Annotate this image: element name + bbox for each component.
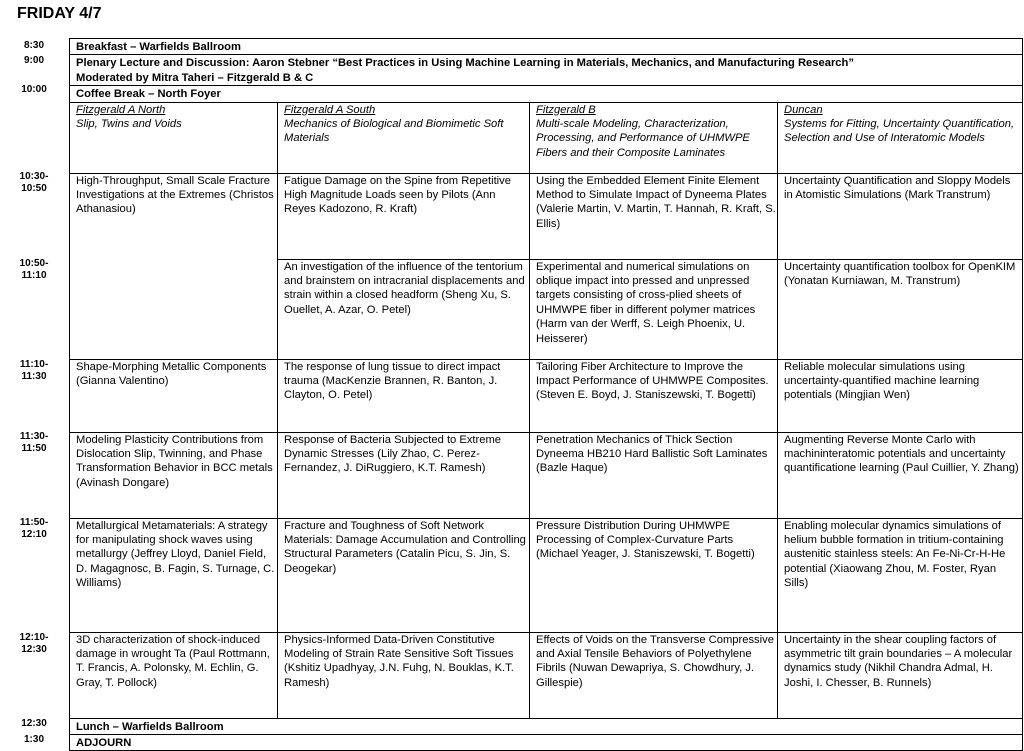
- talk-cell: Response of Bacteria Subjected to Extreme Dynamic Stresses (Lily Zhao, C. Perez-Fernandez, J. DiRuggiero, K.T. Ramesh): [278, 432, 530, 518]
- talk-cell: Fracture and Toughness of Soft Network Materials: Damage Accumulation and Controlling Structural Parameters (Catalin Picu, S. Jin, S. Deogekar): [278, 518, 530, 632]
- talk-cell: Physics-Informed Data-Driven Constitutive Modeling of Strain Rate Sensitive Soft Tissues (Kshitiz Upadhyay, J.N. Fuhg, N. Bouklas, K.T. Ramesh): [278, 632, 530, 718]
- track-room: Fitzgerald A North: [76, 103, 166, 116]
- talk-cell: Shape-Morphing Metallic Components (Gianna Valentino): [70, 359, 278, 432]
- time-label: 10:30- 10:50: [19, 171, 49, 194]
- time-label: 9:00: [23, 55, 44, 66]
- plenary-moderator: Moderated by Mitra Taheri – Fitzgerald B & C: [76, 71, 314, 84]
- plenary-lecture: Plenary Lecture and Discussion: Aaron Stebner “Best Practices in Using Machine Learning in Materials, Mechanics, and Manufacturing Research”: [76, 57, 854, 70]
- track-room: Fitzgerald A South: [284, 103, 376, 116]
- track-header: [278, 102, 530, 173]
- track-header: [530, 102, 778, 173]
- time-label: 12:30: [21, 718, 47, 729]
- adjourn-row: ADJOURN: [70, 735, 1023, 751]
- track-header: [778, 102, 1023, 173]
- track-room: Fitzgerald B: [536, 103, 596, 116]
- talk-cell: Metallurgical Metamaterials: A strategy for manipulating shock waves using metallurgy (Jeffrey Lloyd, Daniel Field, D. Magagnosc, B. Fagin, S. Turnage, C. Williams): [70, 518, 278, 632]
- talk-cell: Using the Embedded Element Finite Element Method to Simulate Impact of Dyneema Plates (Valerie Martin, V. Martin, T. Hannah, R. Kraft, S. Ellis): [530, 173, 778, 259]
- time-label: 11:30- 11:50: [19, 431, 49, 454]
- talk-cell: Uncertainty quantification toolbox for OpenKIM (Yonatan Kurniawan, M. Transtrum): [778, 259, 1023, 359]
- track-topic: Systems for Fitting, Uncertainty Quantification, Selection and Use of Interatomic Models: [784, 118, 1015, 145]
- track-header: [70, 102, 278, 173]
- talk-cell: Reliable molecular simulations using uncertainty-quantified machine learning potentials (Mingjian Wen): [778, 359, 1023, 432]
- time-label: 1:30: [23, 734, 44, 745]
- track-topic: Mechanics of Biological and Biomimetic Soft Materials: [284, 118, 504, 145]
- talk-cell: Enabling molecular dynamics simulations of helium bubble formation in tritium-containing austenitic stainless steels: An Fe-Ni-Cr-H-He potential (Xiaowang Zhou, M. Foster, Ryan Sills): [778, 518, 1023, 632]
- talk-cell: Uncertainty Quantification and Sloppy Models in Atomistic Simulations (Mark Transtrum): [778, 173, 1023, 259]
- talk-cell: Pressure Distribution During UHMWPE Processing of Complex-Curvature Parts (Michael Yeager, J. Staniszewski, T. Bogetti): [530, 518, 778, 632]
- talk-cell: Effects of Voids on the Transverse Compressive and Axial Tensile Behaviors of Polyethylene Fibrils (Nuwan Dewapriya, S. Chowdhury, J. Gillespie): [530, 632, 778, 718]
- talk-cell: Tailoring Fiber Architecture to Improve the Impact Performance of UHMWPE Composites. (Steven E. Boyd, J. Staniszewski, T. Bogetti): [530, 359, 778, 432]
- breakfast-row: Breakfast – Warfields Ballroom: [70, 39, 1023, 55]
- talk-cell: Penetration Mechanics of Thick Section Dyneema HB210 Hard Ballistic Soft Laminates (Bazle Haque): [530, 432, 778, 518]
- track-room: Duncan: [784, 103, 823, 116]
- talk-cell: 3D characterization of shock-induced damage in wrought Ta (Paul Rottmann, T. Francis, A. Polonsky, M. Echlin, G. Gray, T. Pollock): [70, 632, 278, 718]
- talk-cell: Experimental and numerical simulations on oblique impact into pressed and unpressed targets consisting of cross-plied sheets of UHMWPE fiber in different polymer matrices (Harm van der Werff, S. Leigh Phoenix, U. Heisserer): [530, 259, 778, 359]
- talk-cell: Augmenting Reverse Monte Carlo with machininteratomic potentials and uncertainty quantificatione learning (Paul Cuillier, Y. Zhang): [778, 432, 1023, 518]
- time-label: 8:30: [23, 40, 44, 51]
- talk-cell: Fatigue Damage on the Spine from Repetitive High Magnitude Loads seen by Pilots (Ann Reyes Kadozono, R. Kraft): [278, 173, 530, 259]
- day-title: FRIDAY 4/7: [17, 5, 102, 22]
- time-label: 12:10- 12:30: [19, 632, 49, 655]
- track-topic: Multi-scale Modeling, Characterization, Processing, and Performance of UHMWPE Fibers and their Composite Laminates: [536, 118, 750, 159]
- time-label: 10:50- 11:10: [19, 258, 49, 281]
- time-label: 11:10- 11:30: [19, 359, 49, 382]
- plenary-row: [70, 55, 1023, 86]
- talk-cell: Uncertainty in the shear coupling factors of asymmetric tilt grain boundaries – A molecular dynamics study (Nikhil Chandra Admal, H. Joshi, I. Chesser, B. Runnels): [778, 632, 1023, 718]
- time-label: 11:50- 12:10: [19, 517, 49, 540]
- talk-cell: An investigation of the influence of the tentorium and brainstem on intracranial displacements and strain within a closed headform (Sheng Xu, S. Ouellet, A. Azar, O. Petel): [278, 259, 530, 359]
- talk-cell: High-Throughput, Small Scale Fracture Investigations at the Extremes (Christos Athanasiou): [70, 173, 278, 359]
- lunch-row: Lunch – Warfields Ballroom: [70, 718, 1023, 734]
- talk-cell: Modeling Plasticity Contributions from Dislocation Slip, Twinning, and Phase Transformation Behavior in BCC metals (Avinash Dongare): [70, 432, 278, 518]
- talk-cell: The response of lung tissue to direct impact trauma (MacKenzie Brannen, R. Banton, J. Clayton, O. Petel): [278, 359, 530, 432]
- track-topic: Slip, Twins and Voids: [76, 118, 182, 131]
- schedule-table: [69, 38, 1023, 751]
- time-label: 10:00: [21, 84, 47, 95]
- coffee-break-row: Coffee Break – North Foyer: [70, 86, 1023, 102]
